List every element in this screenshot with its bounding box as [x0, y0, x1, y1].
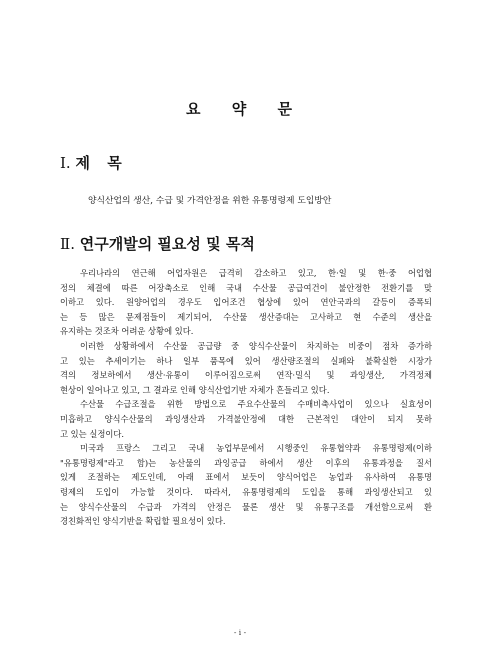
- project-subject: 양식산업의 생산, 수급 및 가격안정을 위한 유통명령제 도입방안: [88, 196, 332, 206]
- document-title: 요 약 문: [186, 100, 294, 118]
- section-label: 제 목: [75, 154, 128, 172]
- text-line: 우리나라의 연근해 어업자원은 급격히 감소하고 있고, 한·일 및 한·중 어업협: [80, 268, 432, 278]
- text-line: 이하고 있다. 원양어업의 경우도 입어조건 협상에 있어 연안국과의 갈등이 증폭되: [60, 297, 432, 308]
- text-line: 수산물 수급조절을 위한 방법으로 주요수산물의 수매비축사업이 있으나 실효성이: [80, 399, 432, 410]
- paragraph: [60, 266, 432, 339]
- page-number: - i -: [233, 628, 247, 637]
- text-line: 미흡하고 양식수산물의 과잉생산과 가격불안정에 대한 근본적인 대안이 되지 못하: [60, 413, 432, 424]
- text-line: 는 등 많은 문제점들이 제기되어, 수산물 생산증대는 고사하고 현 수준의 생산을: [60, 311, 432, 322]
- text-line: 고 있는 실정이다.: [60, 428, 125, 439]
- text-line: 있게 조절하는 제도인데, 아래 표에서 보듯이 양식어업은 농업과 유사하여 유통명: [60, 472, 432, 483]
- text-line: 는 양식수산물의 수급과 가격의 안정은 물론 생산 및 유통구조를 개선함으로써 환: [60, 501, 432, 512]
- body-text: [60, 266, 432, 529]
- text-line: 이러한 상황하에서 수산물 공급량 중 양식수산물이 차지하는 비중이 점차 증가하: [80, 340, 432, 351]
- text-line: 정의 체결에 따른 어장축소로 인해 국내 수산물 공급여건이 불안정한 전환기를 맞: [60, 282, 432, 293]
- text-line: 현상이 일어나고 있고, 그 결과로 인해 양식산업기반 자체가 흔들리고 있다.: [60, 384, 330, 395]
- section-number: Ⅰ.: [60, 154, 71, 172]
- section-label: 연구개발의 필요성 및 목적: [79, 235, 255, 253]
- paragraph: [60, 339, 432, 397]
- paragraph: [60, 397, 432, 441]
- section-heading-necessity: [60, 233, 255, 254]
- section-number: Ⅱ.: [60, 235, 75, 253]
- text-line: "유통명령제"라고 함)는 농산물의 과잉공급 하에서 생산 이후의 유통과정을 질서: [60, 457, 432, 468]
- text-line: 유지하는 것조차 어려운 상황에 있다.: [60, 326, 194, 337]
- text-line: 고 있는 추세이기는 하나 일부 품목에 있어 생산량조절의 실패와 불확실한 시장가: [60, 355, 432, 366]
- text-line: 령제의 도입이 가능할 것이다. 따라서, 유통명령제의 도입을 통해 과잉생산되고 있: [60, 486, 432, 497]
- paragraph: [60, 441, 432, 529]
- text-line: 격의 정보하에서 생산·유통이 이루어짐으로써 연작·밀식 및 과잉생산, 가격정체: [60, 370, 432, 381]
- text-line: 경친화적인 양식기반을 확립할 필요성이 있다.: [60, 516, 226, 527]
- section-heading-title: [60, 152, 128, 173]
- text-line: 미국과 프랑스 그리고 국내 농업부문에서 시행중인 유통협약과 유통명령제(이하: [80, 443, 432, 454]
